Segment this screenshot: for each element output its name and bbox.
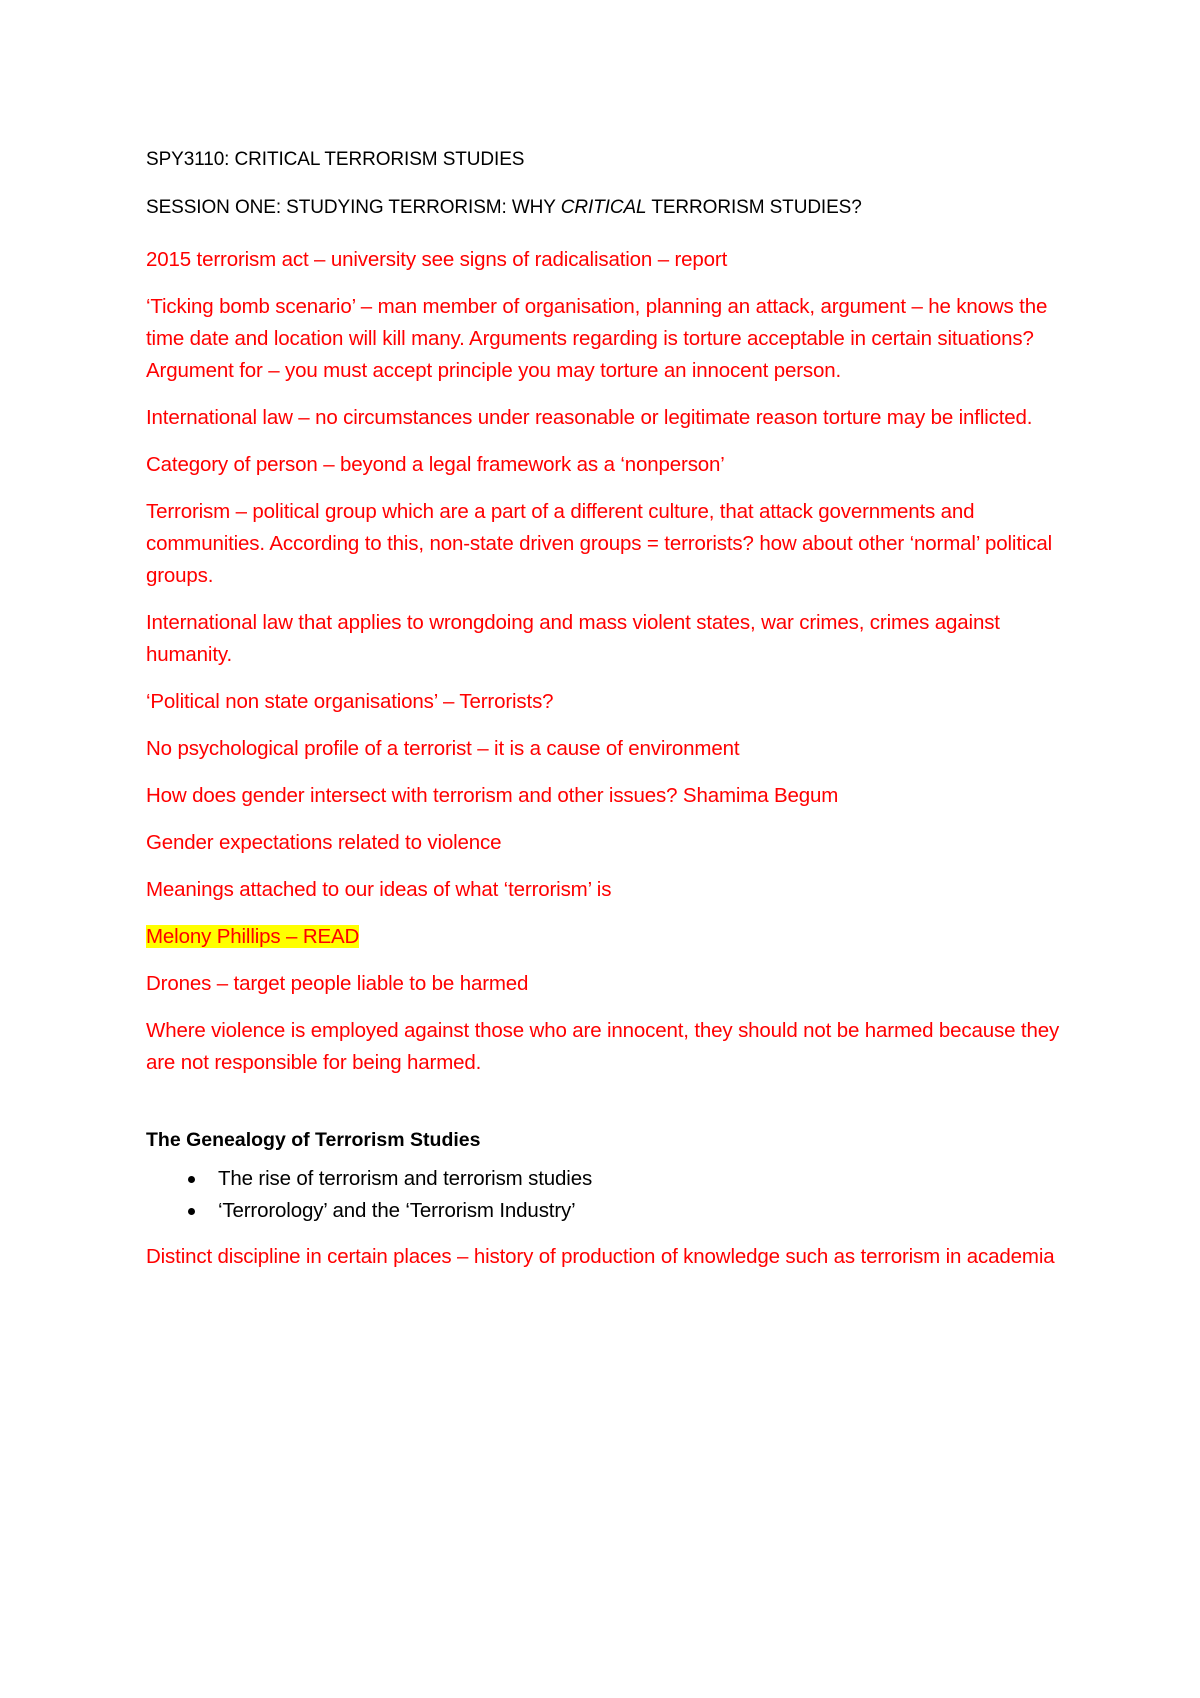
bullet-icon (188, 1176, 195, 1183)
highlighted-note (146, 921, 1080, 953)
list-item (146, 1163, 1080, 1195)
note-paragraph: ‘Ticking bomb scenario’ – man member of organisation, planning an attack, argument – he knows the time date and location will kill many. Arguments regarding is torture acceptable in certain situations? Argument for – you must accept principle you may torture an innocent person. (146, 295, 1048, 382)
bullet-icon (188, 1208, 195, 1215)
session-title (146, 196, 1080, 220)
section-heading: The Genealogy of Terrorism Studies (146, 1129, 481, 1151)
note-paragraph: How does gender intersect with terrorism and other issues? Shamima Begum (146, 784, 839, 807)
bullet-list (146, 1163, 1080, 1227)
session-title-italic: CRITICAL (560, 197, 647, 218)
note-paragraph: ‘Political non state organisations’ – Terrorists? (146, 690, 554, 713)
note-paragraph: Terrorism – political group which are a part of a different culture, that attack governments and communities. According to this, non-state driven groups = terrorists? how about other ‘normal’ political groups. (146, 500, 1053, 587)
session-title-prefix: SESSION ONE: STUDYING TERRORISM: WHY (146, 197, 561, 218)
note-paragraph: Gender expectations related to violence (146, 831, 502, 854)
note-paragraph: International law that applies to wrongdoing and mass violent states, war crimes, crimes against humanity. (146, 611, 1000, 666)
note-paragraph: Category of person – beyond a legal framework as a ‘nonperson’ (146, 453, 725, 476)
note-paragraph: No psychological profile of a terrorist – it is a cause of environment (146, 737, 740, 760)
highlighted-note-text: Melony Phillips – READ (146, 925, 360, 948)
list-item-text: The rise of terrorism and terrorism studies (218, 1167, 593, 1190)
note-paragraph: International law – no circumstances under reasonable or legitimate reason torture may be inflicted. (146, 406, 1033, 429)
paragraph-spacer (146, 1094, 1080, 1127)
course-title: SPY3110: CRITICAL TERRORISM STUDIES (146, 149, 525, 170)
list-item (146, 1195, 1080, 1227)
section-note: Distinct discipline in certain places – history of production of knowledge such as terrorism in academia (146, 1245, 1055, 1268)
note-paragraph: Where violence is employed against those who are innocent, they should not be harmed because they are not responsible for being harmed. (146, 1019, 1060, 1074)
note-paragraph: 2015 terrorism act – university see signs of radicalisation – report (146, 248, 728, 271)
list-item-text: ‘Terrorology’ and the ‘Terrorism Industry’ (218, 1199, 576, 1222)
note-paragraph: Meanings attached to our ideas of what ‘terrorism’ is (146, 878, 612, 901)
note-paragraph: Drones – target people liable to be harmed (146, 972, 529, 995)
session-title-suffix: TERRORISM STUDIES? (646, 197, 862, 218)
